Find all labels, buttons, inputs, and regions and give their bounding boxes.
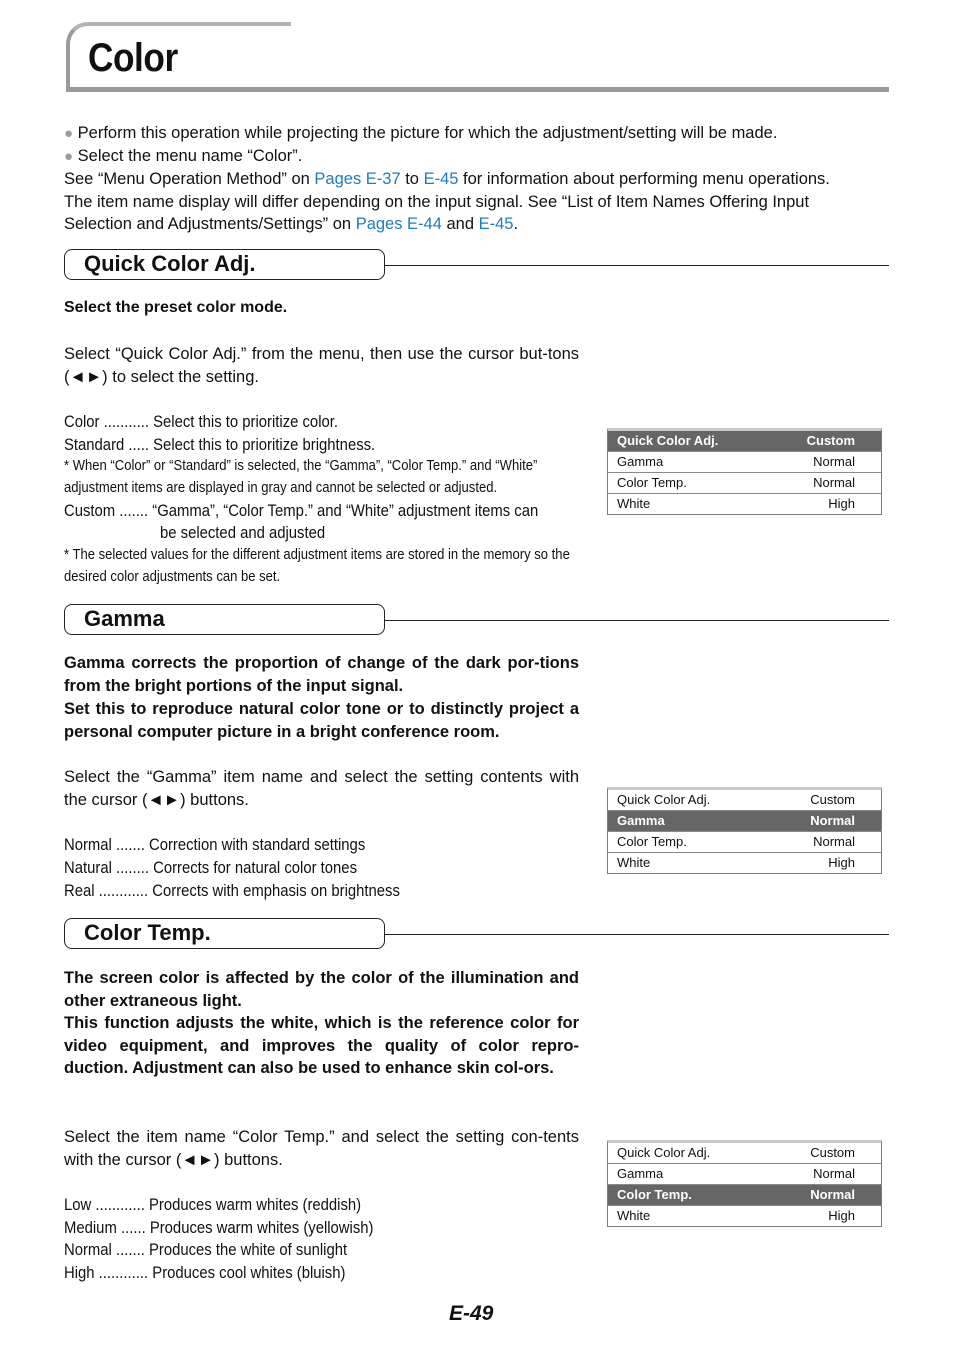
intro-text: and	[441, 215, 479, 233]
colortemp-option-low: Low ............ Produces warm whites (reddish)	[64, 1196, 362, 1214]
menu-value: Normal	[813, 454, 855, 469]
menu-row[interactable]	[608, 790, 881, 810]
intro-text: for information about performing menu operations.	[458, 170, 830, 188]
section-heading-quick-color	[64, 249, 385, 280]
section-heading-color-temp	[64, 918, 385, 949]
section-rule	[385, 620, 889, 621]
menu-row[interactable]	[608, 431, 881, 451]
menu-label: Color Temp.	[617, 475, 687, 490]
bullet-icon: ●	[64, 125, 74, 142]
gamma-instruction: Select the “Gamma” item name and select the setting contents with the cursor (◄►) buttons.	[64, 768, 579, 809]
quick-note-2: * The selected values for the different adjustment items are stored in the memory so the desired color adjustments can be set.	[64, 547, 570, 585]
gamma-lead: Gamma corrects the proportion of change of the dark por-tions from the bright portions of the input signal.	[64, 654, 579, 695]
section-heading-label: Color Temp.	[84, 920, 211, 945]
quick-option-custom-cont: be selected and adjusted	[160, 524, 326, 542]
menu-value: High	[828, 496, 855, 511]
quick-option-custom: Custom ....... “Gamma”, “Color Temp.” and “White” adjustment items can	[64, 502, 539, 520]
gamma-lead-2: Set this to reproduce natural color tone or to distinctly project a personal computer picture in a bright conference room.	[64, 700, 579, 741]
menu-value: Custom	[806, 433, 855, 448]
intro-line-4: The item name display will differ depending on the input signal. See “List of Item Names Offering Input	[64, 193, 810, 211]
menu-label: White	[617, 855, 651, 870]
page-number: E-49	[449, 1302, 494, 1325]
section-heading-label: Gamma	[84, 606, 165, 631]
link-pages-e37[interactable]: Pages E-37	[314, 170, 401, 188]
intro-bullet-1-text: Perform this operation while projecting the picture for which the adjustment/setting will be made.	[77, 124, 778, 142]
menu-value: Normal	[813, 834, 855, 849]
menu-value: Normal	[810, 1187, 855, 1202]
menu-value: High	[828, 1208, 855, 1223]
menu-row[interactable]	[608, 451, 881, 472]
menu-value: Normal	[813, 475, 855, 490]
menu-gamma	[607, 787, 882, 874]
menu-value: Custom	[810, 792, 855, 807]
gamma-option-real: Real ............ Corrects with emphasis on brightness	[64, 882, 400, 900]
colortemp-instruction: Select the item name “Color Temp.” and select the setting con-tents with the cursor (◄►) buttons.	[64, 1128, 579, 1169]
gamma-option-normal: Normal ....... Correction with standard settings	[64, 836, 366, 854]
intro-text: .	[513, 215, 519, 233]
page-title: Color	[88, 36, 178, 80]
menu-row[interactable]	[608, 810, 881, 831]
menu-label: White	[617, 1208, 651, 1223]
menu-label: Quick Color Adj.	[617, 433, 719, 448]
bullet-icon: ●	[64, 148, 74, 165]
quick-option-color: Color ........... Select this to prioritize color.	[64, 413, 339, 431]
menu-row[interactable]	[608, 1143, 881, 1163]
menu-value: High	[828, 855, 855, 870]
link-e45[interactable]: E-45	[423, 170, 459, 188]
menu-row[interactable]	[608, 1163, 881, 1184]
intro-bullet-1	[64, 122, 890, 146]
quick-instruction: Select “Quick Color Adj.” from the menu, then use the cursor but-tons (◄►) to select the setting.	[64, 345, 579, 386]
link-e45-2[interactable]: E-45	[478, 215, 514, 233]
section-rule	[385, 265, 889, 266]
menu-row[interactable]	[608, 852, 881, 873]
intro-line-5	[64, 213, 518, 236]
menu-label: Quick Color Adj.	[617, 1145, 711, 1160]
link-pages-e44[interactable]: Pages E-44	[355, 215, 442, 233]
colortemp-lead: The screen color is affected by the color of the illumination and other extraneous light.	[64, 969, 579, 1010]
menu-label: Gamma	[617, 454, 664, 469]
section-heading-gamma	[64, 604, 385, 635]
menu-value: Custom	[810, 1145, 855, 1160]
menu-value: Normal	[810, 813, 855, 828]
menu-label: White	[617, 496, 651, 511]
menu-label: Color Temp.	[617, 1187, 692, 1202]
menu-label: Gamma	[617, 1166, 664, 1181]
menu-row[interactable]	[608, 472, 881, 493]
menu-value: Normal	[813, 1166, 855, 1181]
intro-text: See “Menu Operation Method” on	[64, 170, 315, 188]
menu-row[interactable]	[608, 1184, 881, 1205]
menu-label: Quick Color Adj.	[617, 792, 711, 807]
intro-bullet-2-text: Select the menu name “Color”.	[77, 147, 303, 165]
menu-row[interactable]	[608, 493, 881, 514]
section-heading-label: Quick Color Adj.	[84, 251, 256, 276]
quick-lead: Select the preset color mode.	[64, 299, 288, 316]
section-rule	[385, 934, 889, 935]
menu-label: Gamma	[617, 813, 665, 828]
menu-quick-color	[607, 428, 882, 515]
menu-label: Color Temp.	[617, 834, 687, 849]
quick-note-1: * When “Color” or “Standard” is selected, the “Gamma”, “Color Temp.” and “White” adjustment items are displayed in gray and cannot be selected or adjusted.	[64, 458, 538, 496]
gamma-option-natural: Natural ........ Corrects for natural color tones	[64, 859, 357, 877]
quick-option-standard: Standard ..... Select this to prioritize brightness.	[64, 436, 376, 454]
intro-text: Selection and Adjustments/Settings” on	[64, 215, 356, 233]
intro-text: to	[400, 170, 424, 188]
menu-color-temp	[607, 1140, 882, 1227]
menu-row[interactable]	[608, 1205, 881, 1226]
menu-row[interactable]	[608, 831, 881, 852]
colortemp-option-high: High ............ Produces cool whites (bluish)	[64, 1264, 346, 1282]
colortemp-option-medium: Medium ...... Produces warm whites (yellowish)	[64, 1219, 374, 1237]
colortemp-option-normal: Normal ....... Produces the white of sunlight	[64, 1241, 348, 1259]
title-frame	[66, 22, 889, 92]
intro-line-3	[64, 168, 890, 191]
colortemp-lead-2: This function adjusts the white, which is the reference color for video equipment, and improves the quality of color repro-duction. Adjustment can also be used to enhance skin col-ors.	[64, 1014, 579, 1078]
intro-bullet-2	[64, 145, 302, 169]
